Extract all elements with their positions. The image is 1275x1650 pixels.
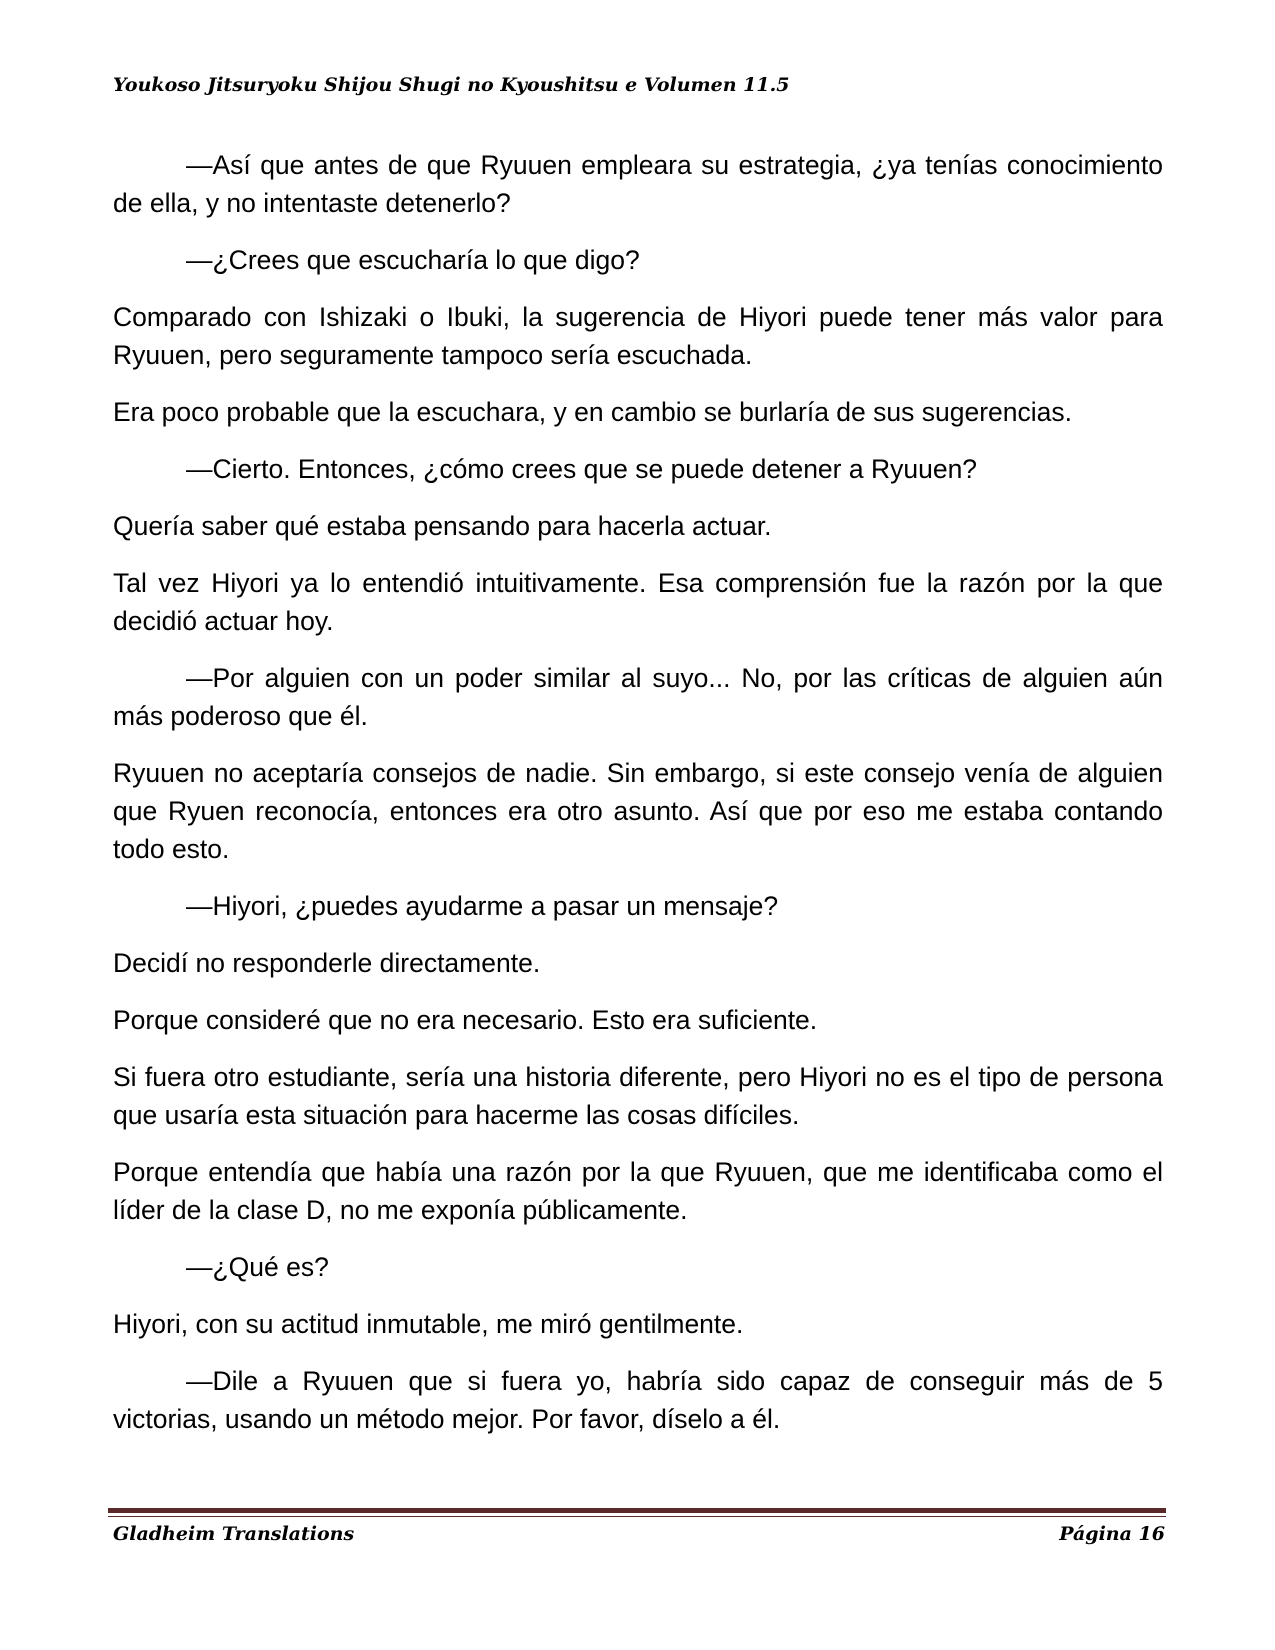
footer-divider-thin bbox=[108, 1516, 1166, 1517]
paragraph: Quería saber qué estaba pensando para hacerla actuar. bbox=[113, 511, 772, 541]
paragraph: Porque entendía que había una razón por la que Ryuuen, que me identificaba como el líder de la clase D, no me exponía públicamente. bbox=[113, 1157, 1163, 1225]
page-body bbox=[113, 146, 1163, 1457]
paragraph: Era poco probable que la escuchara, y en cambio se burlaría de sus sugerencias. bbox=[113, 397, 1072, 427]
paragraph: —Dile a Ryuuen que si fuera yo, habría sido capaz de conseguir más de 5 victorias, usando un método mejor. Por favor, díselo a él. bbox=[113, 1366, 1163, 1434]
paragraph: Decidí no responderle directamente. bbox=[113, 948, 541, 978]
footer-publisher: Gladheim Translations bbox=[113, 1523, 355, 1545]
paragraph: Comparado con Ishizaki o Ibuki, la sugerencia de Hiyori puede tener más valor para Ryuuen, pero seguramente tampoco sería escuchada. bbox=[113, 302, 1163, 370]
footer-page-number: Página 16 bbox=[1059, 1523, 1165, 1545]
paragraph: —Cierto. Entonces, ¿cómo crees que se puede detener a Ryuuen? bbox=[186, 454, 978, 484]
paragraph: —¿Crees que escucharía lo que digo? bbox=[186, 245, 640, 275]
paragraph: —¿Qué es? bbox=[186, 1252, 329, 1282]
paragraph: Porque consideré que no era necesario. Esto era suficiente. bbox=[113, 1005, 818, 1035]
paragraph: —Así que antes de que Ryuuen empleara su estrategia, ¿ya tenías conocimiento de ella, y no intentaste detenerlo? bbox=[113, 150, 1163, 218]
footer-divider bbox=[108, 1508, 1166, 1513]
paragraph: Tal vez Hiyori ya lo entendió intuitivamente. Esa comprensión fue la razón por la que decidió actuar hoy. bbox=[113, 568, 1163, 636]
page-header-title: Youkoso Jitsuryoku Shijou Shugi no Kyoushitsu e Volumen 11.5 bbox=[113, 74, 790, 96]
paragraph: Si fuera otro estudiante, sería una historia diferente, pero Hiyori no es el tipo de persona que usaría esta situación para hacerme las cosas difíciles. bbox=[113, 1062, 1163, 1130]
paragraph: —Hiyori, ¿puedes ayudarme a pasar un mensaje? bbox=[186, 891, 779, 921]
paragraph: Ryuuen no aceptaría consejos de nadie. Sin embargo, si este consejo venía de alguien que Ryuen reconocía, entonces era otro asunto. Así que por eso me estaba contando todo esto. bbox=[113, 758, 1163, 864]
paragraph: Hiyori, con su actitud inmutable, me miró gentilmente. bbox=[113, 1309, 744, 1339]
paragraph: —Por alguien con un poder similar al suyo... No, por las críticas de alguien aún más poderoso que él. bbox=[113, 663, 1163, 731]
